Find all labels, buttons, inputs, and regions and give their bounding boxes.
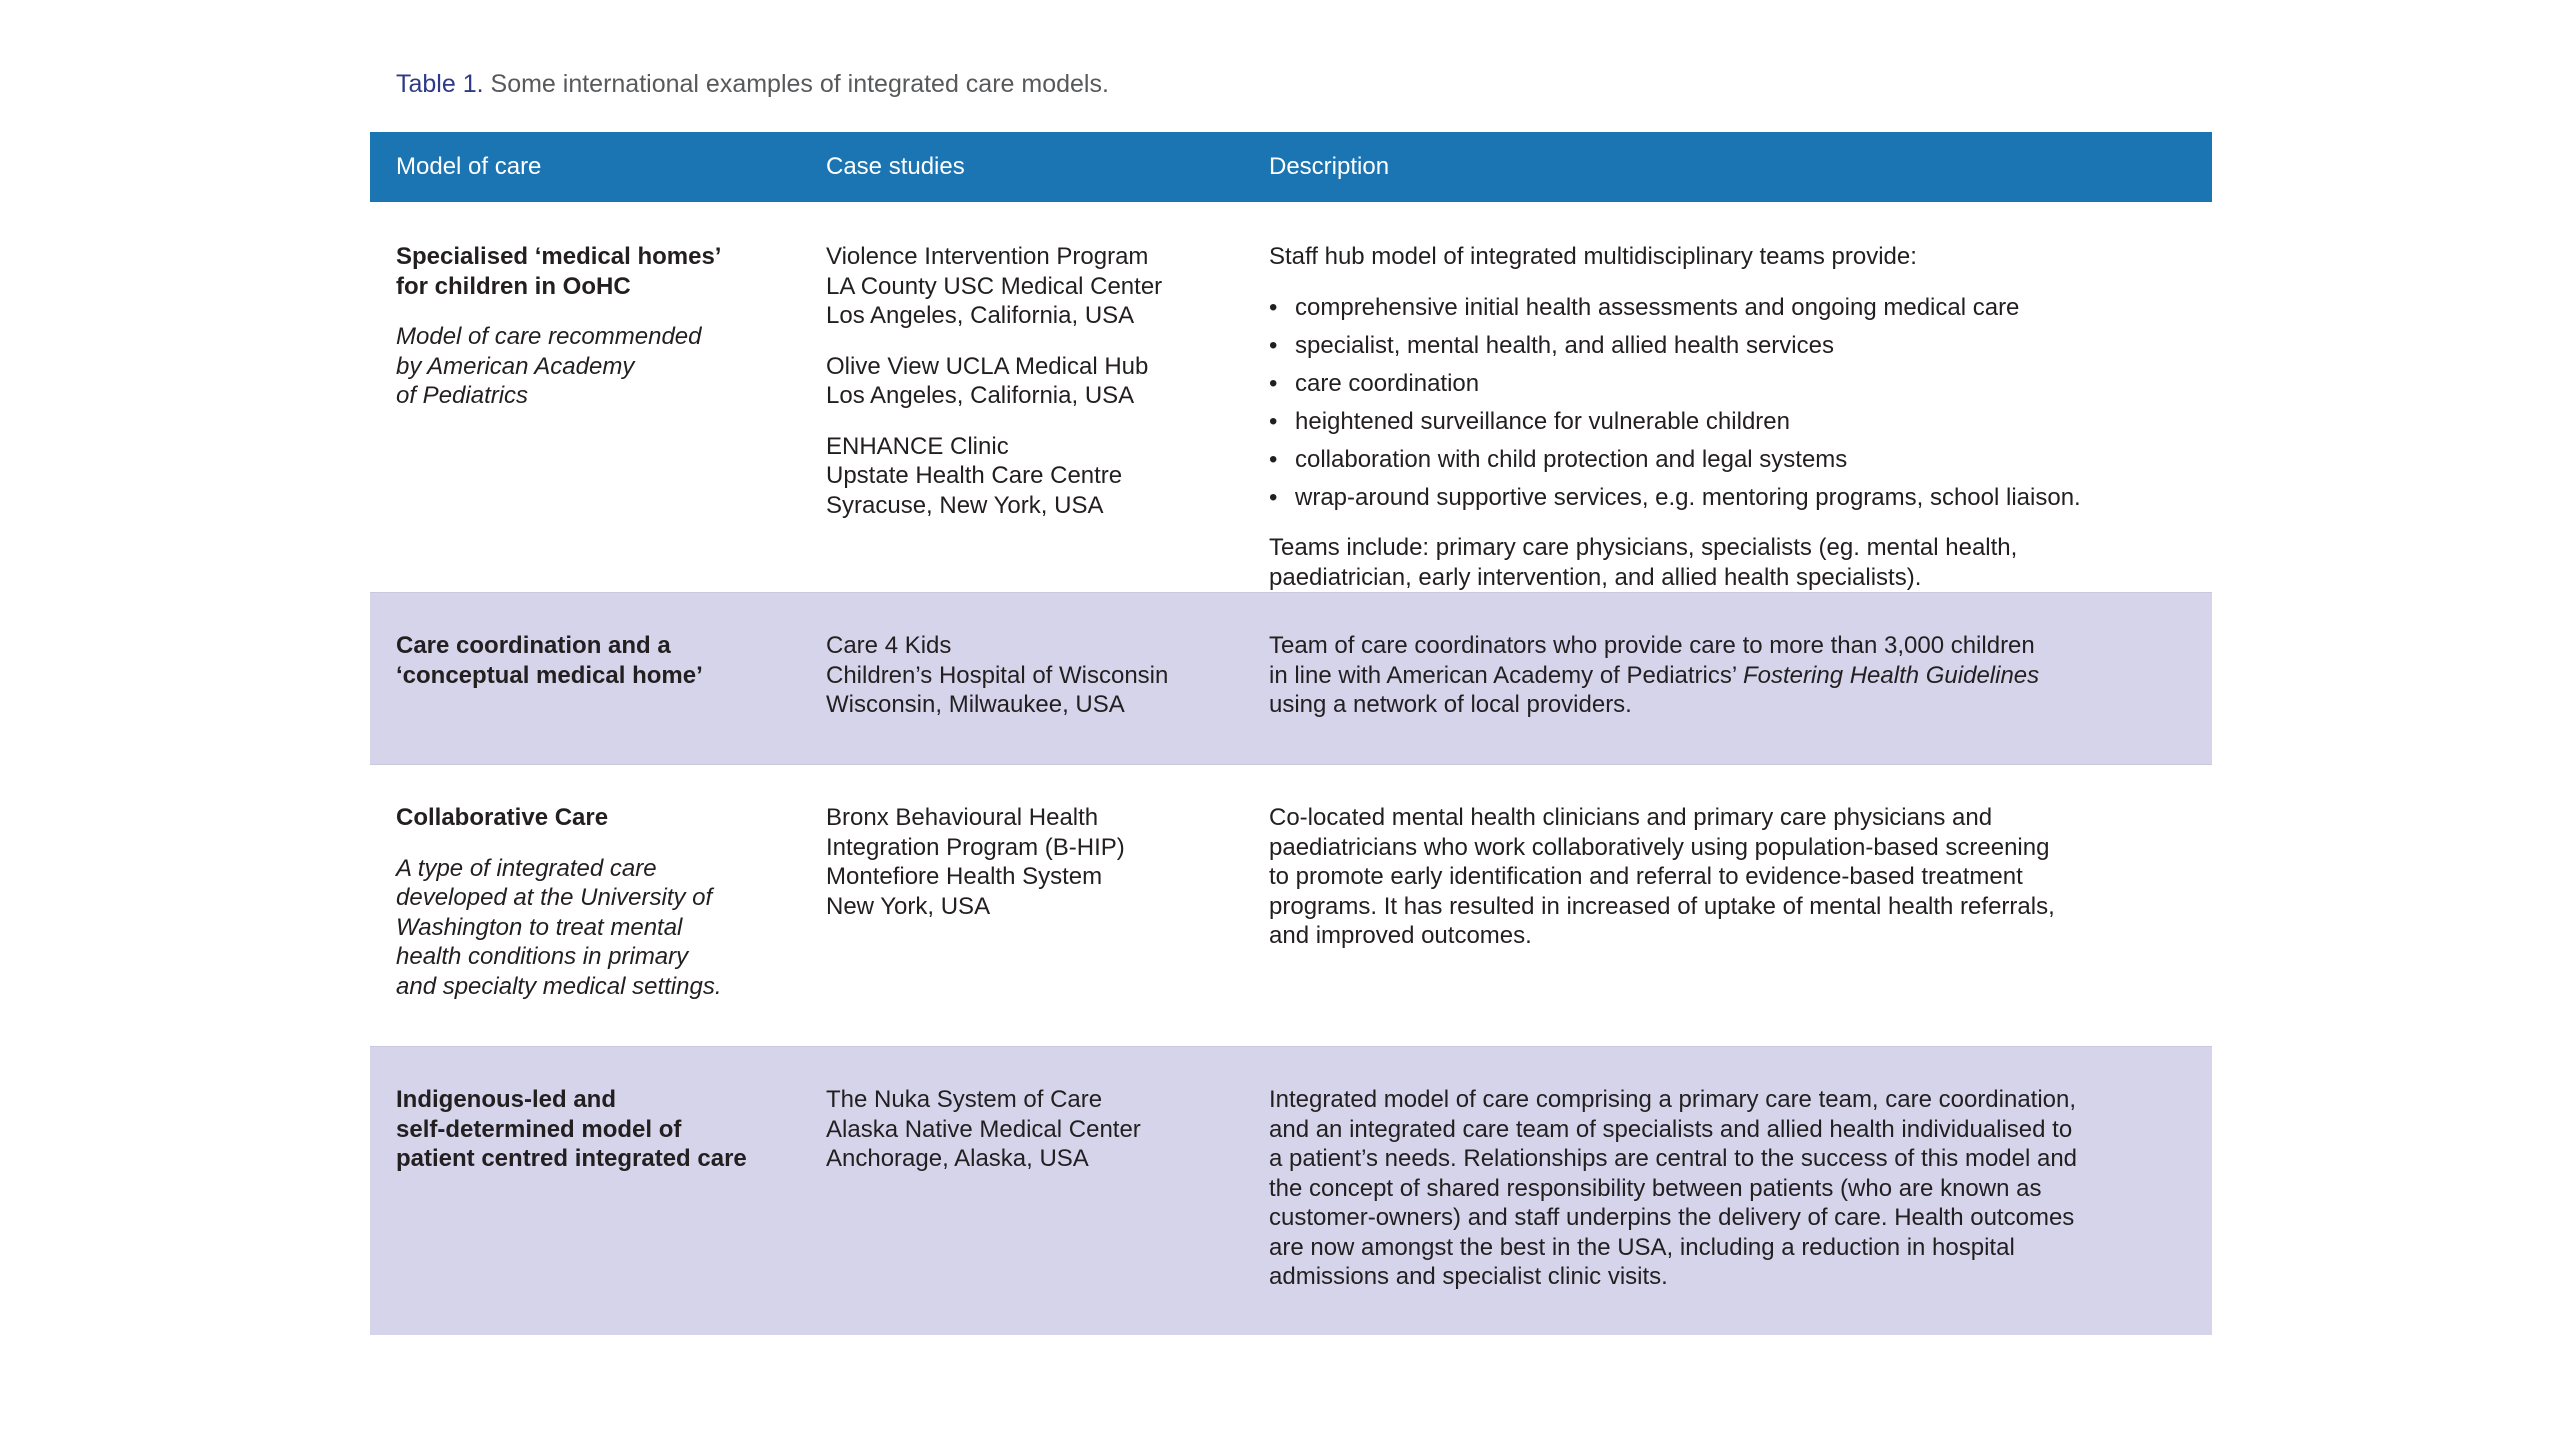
case-study <box>826 631 1223 720</box>
description-line: Integrated model of care comprising a primary care team, care coordination, <box>1269 1086 2077 1113</box>
model-cell <box>370 202 800 593</box>
bullet-icon: • <box>1269 331 1278 359</box>
case-line: The Nuka System of Care <box>826 1086 1103 1113</box>
bullet-icon: • <box>1269 369 1278 397</box>
case-line: Care 4 Kids <box>826 632 952 659</box>
model-note-line: A type of integrated care <box>396 854 657 882</box>
guideline-title: Fostering Health Guidelines <box>1743 661 2040 689</box>
bullet-item <box>1269 445 2192 475</box>
integrated-care-table <box>370 132 2212 1335</box>
description-text: in line with American Academy of Pediatrics’ <box>1269 661 1743 689</box>
bullet-text: specialist, mental health, and allied health services <box>1295 331 1834 359</box>
case-line: New York, USA <box>826 892 991 920</box>
model-cell <box>370 765 800 1047</box>
bullet-text: collaboration with child protection and legal systems <box>1295 445 1848 473</box>
case-study <box>826 1085 1223 1174</box>
cases-cell <box>800 593 1243 765</box>
description-cell <box>1243 593 2212 765</box>
description-line: paediatrician, early intervention, and allied health specialists). <box>1269 563 1922 591</box>
caption-text: Some international examples of integrated care models. <box>490 70 1109 98</box>
case-line: Syracuse, New York, USA <box>826 491 1104 519</box>
description-cell <box>1243 1047 2212 1335</box>
description-line: to promote early identification and referral to evidence-based treatment <box>1269 863 2023 890</box>
case-line: Children’s Hospital of Wisconsin <box>826 661 1169 689</box>
description-line: programs. It has resulted in increased of uptake of mental health referrals, <box>1269 892 2055 920</box>
table-row <box>370 593 2212 765</box>
header-description: Description <box>1243 132 2212 202</box>
case-line: Montefiore Health System <box>826 863 1103 890</box>
model-note-line: by American Academy <box>396 352 635 380</box>
bullet-item <box>1269 369 2192 399</box>
bullet-text: comprehensive initial health assessments and ongoing medical care <box>1295 293 2020 321</box>
case-line: Alaska Native Medical Center <box>826 1115 1141 1143</box>
bullet-item <box>1269 407 2192 437</box>
model-note-line: developed at the University of <box>396 884 713 911</box>
model-title-line: ‘conceptual medical home’ <box>396 661 703 689</box>
description-line: a patient’s needs. Relationships are central to the success of this model and <box>1269 1145 2078 1172</box>
table-caption <box>396 70 1109 99</box>
case-study <box>826 352 1223 411</box>
header-model-of-care: Model of care <box>370 132 800 202</box>
description-line: paediatricians who work collaboratively using population-based screening <box>1269 833 2050 861</box>
case-line: Integration Program (B-HIP) <box>826 833 1125 861</box>
description-line: Teams include: primary care physicians, specialists (eg. mental health, <box>1269 534 2018 561</box>
cases-cell <box>800 202 1243 593</box>
model-cell <box>370 593 800 765</box>
case-line: ENHANCE Clinic <box>826 432 1009 460</box>
description-intro: Staff hub model of integrated multidisciplinary teams provide: <box>1269 243 1917 270</box>
model-title <box>396 803 780 833</box>
table-row <box>370 1047 2212 1335</box>
model-title-line: Indigenous-led and <box>396 1086 616 1113</box>
table-row <box>370 202 2212 593</box>
model-note-line: Model of care recommended <box>396 323 702 350</box>
description-cell <box>1243 202 2212 593</box>
description-bullet-list <box>1269 293 2192 513</box>
bullet-item <box>1269 331 2192 361</box>
case-study <box>826 242 1223 331</box>
case-line: Bronx Behavioural Health <box>826 804 1099 831</box>
table-header-row <box>370 132 2212 202</box>
bullet-icon: • <box>1269 483 1278 511</box>
case-study <box>826 432 1223 521</box>
case-line: Los Angeles, California, USA <box>826 302 1135 329</box>
bullet-text: heightened surveillance for vulnerable children <box>1295 407 1790 435</box>
model-title <box>396 1085 780 1174</box>
bullet-icon: • <box>1269 407 1278 435</box>
case-line: LA County USC Medical Center <box>826 272 1163 300</box>
case-line: Wisconsin, Milwaukee, USA <box>826 691 1125 718</box>
model-note <box>396 322 780 411</box>
description-line: admissions and specialist clinic visits. <box>1269 1263 1668 1290</box>
model-cell <box>370 1047 800 1335</box>
model-note-line: health conditions in primary <box>396 943 689 970</box>
case-study <box>826 803 1223 921</box>
model-title <box>396 242 780 301</box>
case-line: Upstate Health Care Centre <box>826 462 1123 489</box>
model-title-line: Specialised ‘medical homes’ <box>396 243 722 270</box>
case-line: Violence Intervention Program <box>826 243 1149 270</box>
model-title-line: self-determined model of <box>396 1115 682 1143</box>
cases-cell <box>800 765 1243 1047</box>
bullet-icon: • <box>1269 445 1278 473</box>
bullet-text: care coordination <box>1295 369 1480 397</box>
description-line: customer-owners) and staff underpins the delivery of care. Health outcomes <box>1269 1204 2075 1231</box>
model-title-line: patient centred integrated care <box>396 1145 747 1172</box>
header-case-studies: Case studies <box>800 132 1243 202</box>
description-line: are now amongst the best in the USA, including a reduction in hospital <box>1269 1233 2015 1261</box>
description-line: and an integrated care team of specialists and allied health individualised to <box>1269 1115 2073 1143</box>
model-title-line: for children in OoHC <box>396 272 631 300</box>
description-cell <box>1243 765 2212 1047</box>
description-outro <box>1269 533 2192 592</box>
bullet-item <box>1269 483 2192 513</box>
bullet-icon: • <box>1269 293 1278 321</box>
case-line: Anchorage, Alaska, USA <box>826 1145 1089 1172</box>
model-title <box>396 631 780 690</box>
model-title-line: Collaborative Care <box>396 804 609 831</box>
description-line: Team of care coordinators who provide care to more than 3,000 children <box>1269 632 2035 659</box>
model-note-line: Washington to treat mental <box>396 913 683 941</box>
caption-label: Table 1. <box>396 70 484 98</box>
bullet-text: wrap-around supportive services, e.g. mentoring programs, school liaison. <box>1295 483 2081 511</box>
description-line: and improved outcomes. <box>1269 922 1532 949</box>
case-line: Olive View UCLA Medical Hub <box>826 352 1149 380</box>
table-row <box>370 765 2212 1047</box>
model-title-line: Care coordination and a <box>396 632 671 659</box>
case-line: Los Angeles, California, USA <box>826 382 1135 409</box>
description-line: using a network of local providers. <box>1269 691 1632 718</box>
model-note-line: and specialty medical settings. <box>396 972 722 1000</box>
description-line: Co-located mental health clinicians and primary care physicians and <box>1269 804 1993 831</box>
model-note <box>396 854 780 1002</box>
bullet-item <box>1269 293 2192 323</box>
description-line <box>1269 661 2192 691</box>
model-note-line: of Pediatrics <box>396 382 529 409</box>
description-line: the concept of shared responsibility between patients (who are known as <box>1269 1174 2042 1202</box>
cases-cell <box>800 1047 1243 1335</box>
